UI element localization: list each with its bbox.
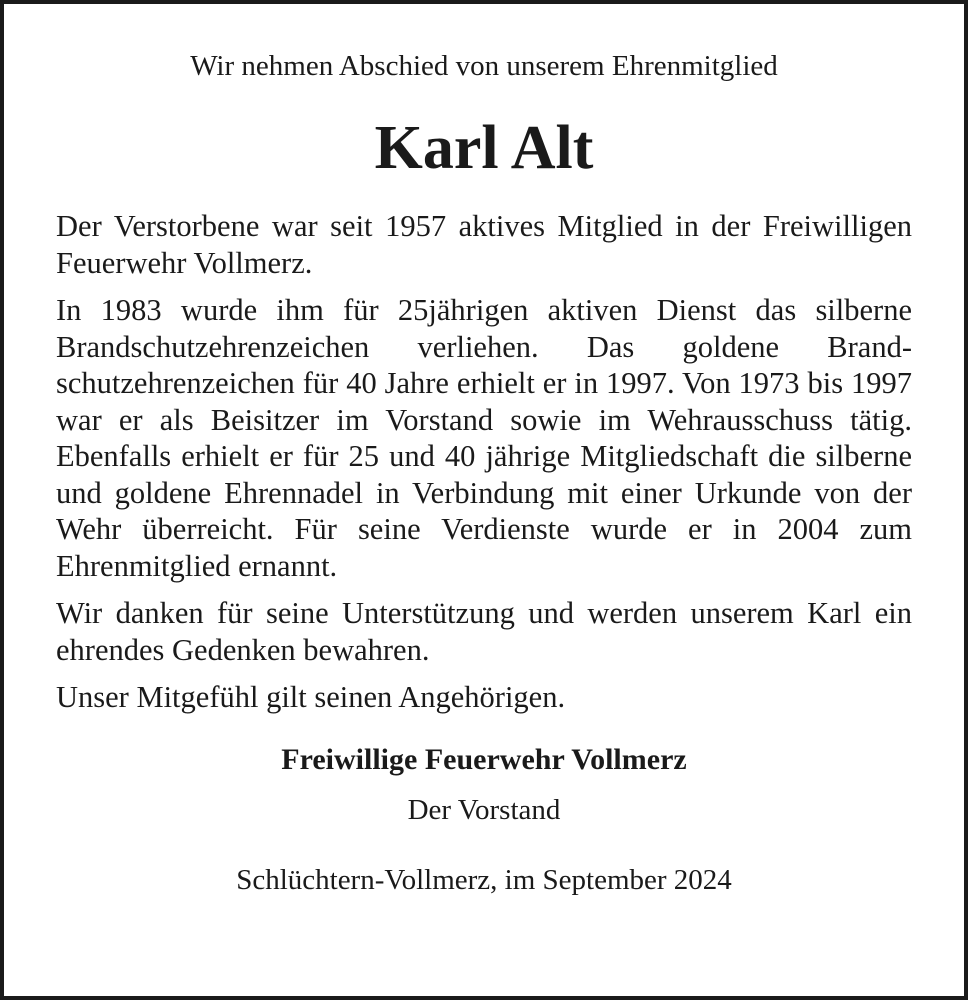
- paragraph-condolence: Unser Mitgefühl gilt seinen Angehörigen.: [56, 680, 566, 714]
- signature-board: Der Vorstand: [407, 793, 561, 826]
- notice-heading: Wir nehmen Abschied von unserem Ehrenmitglied: [190, 50, 778, 82]
- signature-organization: Freiwillige Feuerwehr Vollmerz: [281, 742, 687, 776]
- paragraph-membership: Der Verstorbene war seit 1957 aktives Mitglied in der Freiwilligen Feuerwehr Vollmerz.: [56, 209, 912, 280]
- paragraph-honors: In 1983 wurde ihm für 25jährigen aktiven Dienst das silberne Brandschutzehrenzeichen verliehen. Das goldene Brandschutzehrenzeichen für 40 Jahre erhielt er in 1997. Von 1973 bis 1997 war er als Beisitzer im Vorstand sowie im Wehrausschuss tätig. Ebenfalls erhielt er für 25 und 40 jährige Mitgliedschaft die silberne und goldene Ehrennadel in Verbindung mit einer Urkunde von der Wehr überreicht. Für seine Verdienste wurde er in 2004 zum Ehrenmitglied ernannt.: [56, 293, 912, 583]
- notice-body: [56, 208, 912, 716]
- deceased-name: Karl Alt: [374, 114, 594, 182]
- place-and-date: Schlüchtern-Vollmerz, im September 2024: [236, 863, 732, 896]
- paragraph-thanks: Wir danken für seine Unterstützung und werden unserem Karl ein ehrendes Gedenken bewahren.: [56, 596, 912, 667]
